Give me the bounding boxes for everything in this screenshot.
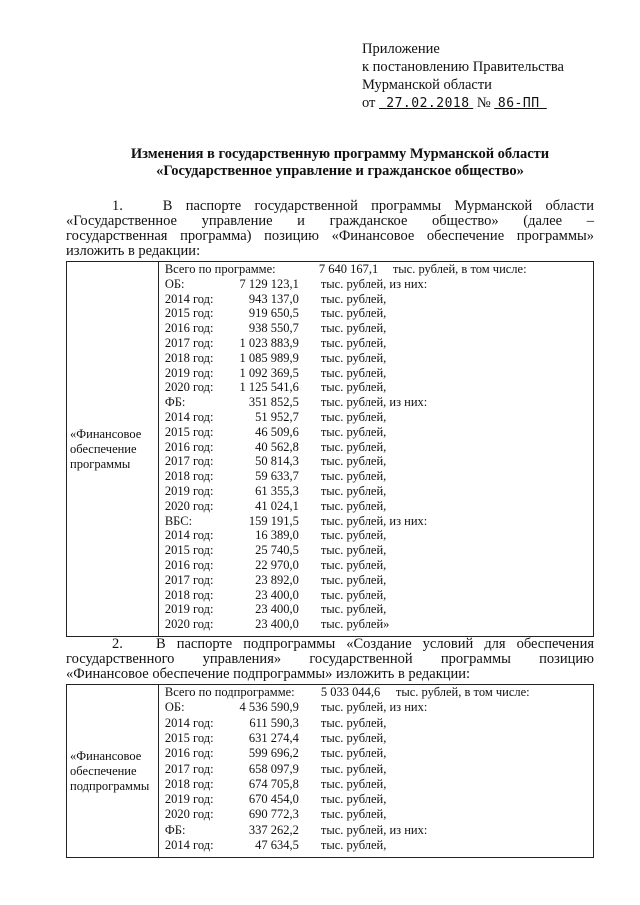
row-unit: тыс. рублей, <box>320 528 387 543</box>
table1-rows <box>159 262 593 636</box>
row-label: 2015 год: <box>164 424 214 439</box>
table-row <box>159 528 589 543</box>
row-unit: тыс. рублей, <box>320 838 387 852</box>
row-value: 599 696,2 <box>248 746 299 761</box>
row-label: 2016 год: <box>164 746 214 761</box>
para1-number: 1. <box>112 198 123 214</box>
table1-values-cell <box>158 262 593 637</box>
row-label: 2019 год: <box>164 792 214 807</box>
table-row <box>159 731 589 746</box>
row-unit: тыс. рублей, из них: <box>320 700 428 715</box>
row-unit: тыс. рублей, <box>320 306 387 321</box>
row-value: 919 650,5 <box>248 306 299 321</box>
row-value: 46 509,6 <box>255 424 299 439</box>
date-value: 27.02.2018 <box>386 96 470 111</box>
financing-table-program <box>66 261 594 637</box>
table-row <box>159 277 589 292</box>
table-row <box>159 807 589 822</box>
table-row <box>159 543 589 558</box>
table-row <box>159 716 589 731</box>
row-unit: тыс. рублей, <box>320 543 387 558</box>
row-unit: тыс. рублей, <box>320 321 387 336</box>
table-row <box>159 617 589 632</box>
appendix-line-1: Приложение <box>362 41 440 57</box>
table-row <box>159 838 589 853</box>
row-label: Всего по программе: <box>164 262 276 276</box>
row-label: ОБ: <box>164 276 185 291</box>
table-row <box>159 700 589 715</box>
table2-values-cell <box>158 685 593 858</box>
row-label: 2018 год: <box>164 350 214 365</box>
row-label: 2017 год: <box>164 572 214 587</box>
row-value: 690 772,3 <box>248 807 299 822</box>
row-unit: тыс. рублей, <box>320 776 387 791</box>
appendix-header <box>362 40 564 113</box>
row-value: 670 454,0 <box>248 792 299 807</box>
row-value: 41 024,1 <box>255 498 299 513</box>
row-unit: тыс. рублей, <box>320 410 387 424</box>
row-value: 16 389,0 <box>255 528 299 543</box>
title-line-2: «Государственное управление и гражданское общество» <box>156 163 524 179</box>
row-label: 2014 год: <box>164 528 214 543</box>
row-label: 2019 год: <box>164 602 214 617</box>
row-label: 2018 год: <box>164 469 214 484</box>
row-label: 2018 год: <box>164 776 214 791</box>
row-label: ФБ: <box>164 395 186 410</box>
table-row <box>159 410 589 425</box>
row-unit: тыс. рублей, <box>320 558 387 572</box>
row-unit: тыс. рублей, в том числе: <box>392 262 527 276</box>
row-label: 2020 год: <box>164 807 214 822</box>
table-row <box>159 746 589 761</box>
table-row <box>159 762 589 777</box>
table-row <box>159 685 589 700</box>
row-label: 2020 год: <box>164 380 214 395</box>
row-unit: тыс. рублей, <box>320 807 387 822</box>
row-value: 4 536 590,9 <box>239 700 299 715</box>
row-label: 2014 год: <box>164 715 214 730</box>
row-value: 7 129 123,1 <box>239 276 299 291</box>
row-label: 2015 год: <box>164 730 214 745</box>
row-label: 2017 год: <box>164 336 214 350</box>
row-value: 658 097,9 <box>248 761 299 776</box>
table-row <box>159 514 589 529</box>
row-label: 2020 год: <box>164 498 214 513</box>
row-label: ОБ: <box>164 700 185 715</box>
row-value: 337 262,2 <box>248 822 299 837</box>
row-value: 23 400,0 <box>255 587 299 602</box>
appendix-line-2: к постановлению Правительства <box>362 59 564 75</box>
row-value: 50 814,3 <box>255 454 299 469</box>
row-value: 51 952,7 <box>255 410 299 424</box>
number-value: 86-ПП <box>497 96 540 111</box>
row-unit: тыс. рублей, <box>320 715 387 730</box>
row-unit: тыс. рублей, <box>320 424 387 439</box>
row-unit: тыс. рублей, <box>320 730 387 745</box>
appendix-date-line <box>362 94 564 113</box>
row-label: 2016 год: <box>164 439 214 454</box>
row-value: 59 633,7 <box>255 469 299 484</box>
row-value: 1 085 989,9 <box>239 350 299 365</box>
row-label: 2019 год: <box>164 365 214 380</box>
row-value: 1 092 369,5 <box>239 365 299 380</box>
row-unit: тыс. рублей, из них: <box>320 513 428 528</box>
row-value: 631 274,4 <box>248 730 299 745</box>
table-row <box>159 336 589 351</box>
row-unit: тыс. рублей, <box>320 469 387 484</box>
table-row <box>159 602 589 617</box>
row-value: 351 852,5 <box>248 395 299 410</box>
row-label: 2016 год: <box>164 321 214 336</box>
row-label: 2017 год: <box>164 454 214 469</box>
row-value: 611 590,3 <box>249 715 299 730</box>
table-row <box>159 366 589 381</box>
row-unit: тыс. рублей, <box>320 602 387 617</box>
document-title <box>60 146 620 180</box>
row-value: 5 033 044,6 <box>320 685 381 699</box>
table-row <box>159 484 589 499</box>
table-row <box>159 351 589 366</box>
row-value: 938 550,7 <box>248 321 299 336</box>
row-label: Всего по подпрограмме: <box>164 685 295 699</box>
row-unit: тыс. рублей, <box>320 572 387 587</box>
row-label: 2019 год: <box>164 484 214 498</box>
row-label: 2014 год: <box>164 838 214 852</box>
table-row <box>159 380 589 395</box>
row-label: 2016 год: <box>164 558 214 572</box>
row-unit: тыс. рублей, из них: <box>320 395 428 410</box>
row-label: 2014 год: <box>164 291 214 306</box>
row-value: 23 892,0 <box>255 572 299 587</box>
row-value: 1 125 541,6 <box>239 380 299 395</box>
row-value: 40 562,8 <box>255 439 299 454</box>
row-unit: тыс. рублей, <box>320 439 387 454</box>
table-row <box>159 306 589 321</box>
row-unit: тыс. рублей» <box>320 617 390 632</box>
row-unit: тыс. рублей, <box>320 498 387 513</box>
row-value: 22 970,0 <box>255 558 299 572</box>
table-row <box>159 292 589 307</box>
financing-table-subprogram <box>66 684 594 858</box>
table-row <box>159 454 589 469</box>
row-label: ФБ: <box>164 822 186 837</box>
row-value: 7 640 167,1 <box>318 262 379 276</box>
row-unit: тыс. рублей, <box>320 761 387 776</box>
table-row <box>159 499 589 514</box>
row-label: 2020 год: <box>164 617 214 632</box>
row-value: 23 400,0 <box>255 602 299 617</box>
row-label: ВБС: <box>164 513 193 528</box>
row-unit: тыс. рублей, <box>320 365 387 380</box>
row-unit: тыс. рублей, из них: <box>320 822 428 837</box>
row-label: 2018 год: <box>164 587 214 602</box>
row-value: 61 355,3 <box>255 484 299 498</box>
row-unit: тыс. рублей, <box>320 336 387 350</box>
paragraph-1: 1. В паспорте государственной программы Мурманской области «Государственное управление и гражданское общество» (далее – государственная программа) позицию «Финансовое обеспечение программы» изложить в редакции: <box>66 198 595 259</box>
row-label: 2017 год: <box>164 761 214 776</box>
table-row <box>159 321 589 336</box>
row-unit: тыс. рублей, в том числе: <box>395 685 530 699</box>
table-row <box>159 792 589 807</box>
row-label: 2014 год: <box>164 410 214 424</box>
row-value: 25 740,5 <box>255 543 299 558</box>
number-sign: № <box>476 95 491 111</box>
table-row <box>159 823 589 838</box>
row-value: 674 705,8 <box>248 776 299 791</box>
row-unit: тыс. рублей, из них: <box>320 276 428 291</box>
row-unit: тыс. рублей, <box>320 454 387 469</box>
row-unit: тыс. рублей, <box>320 291 387 306</box>
table-row <box>159 573 589 588</box>
row-value: 1 023 883,9 <box>239 336 299 350</box>
paragraph-2: 2. В паспорте подпрограммы «Создание условий для обеспечения государственного управления» государственной программы позицию «Финансовое обеспечение подпрограммы» изложить в редакции: <box>66 636 594 682</box>
table-row <box>159 440 589 455</box>
table-row <box>159 425 589 440</box>
date-prefix: от <box>362 95 376 111</box>
row-label: 2015 год: <box>164 306 214 321</box>
table-row <box>159 558 589 573</box>
table2-label-cell: «Финансовое обеспечение подпрограммы <box>67 685 159 858</box>
row-unit: тыс. рублей, <box>320 792 387 807</box>
row-unit: тыс. рублей, <box>320 380 387 395</box>
table-row <box>159 395 589 410</box>
table-row <box>159 777 589 792</box>
row-unit: тыс. рублей, <box>320 746 387 761</box>
table-row <box>159 262 589 277</box>
appendix-line-3: Мурманской области <box>362 77 492 93</box>
row-unit: тыс. рублей, <box>320 484 387 498</box>
title-line-1: Изменения в государственную программу Мурманской области <box>130 146 550 162</box>
row-unit: тыс. рублей, <box>320 350 387 365</box>
table1-label-cell: «Финансовое обеспечение программы <box>67 262 159 637</box>
table-row <box>159 469 589 484</box>
row-unit: тыс. рублей, <box>320 587 387 602</box>
table2-rows <box>159 685 593 857</box>
row-value: 23 400,0 <box>255 617 299 632</box>
table-row <box>159 588 589 603</box>
row-value: 159 191,5 <box>248 513 299 528</box>
row-value: 943 137,0 <box>248 291 299 306</box>
para2-number: 2. <box>112 636 123 652</box>
row-label: 2015 год: <box>164 543 214 558</box>
row-value: 47 634,5 <box>255 838 299 852</box>
